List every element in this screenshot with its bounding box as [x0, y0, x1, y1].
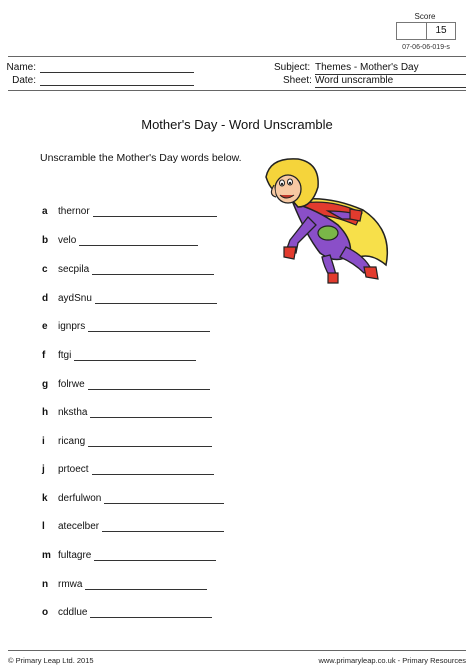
scrambled-word: prtoect [58, 464, 89, 475]
footer-rule [8, 650, 466, 651]
answer-line[interactable] [102, 521, 224, 532]
header-rule [8, 90, 466, 91]
item-letter: d [42, 293, 49, 304]
scrambled-word: ricang [58, 436, 86, 447]
score-box [396, 22, 456, 40]
list-item [42, 461, 214, 475]
answer-line[interactable] [92, 264, 214, 275]
item-letter: m [42, 550, 51, 561]
list-item [42, 232, 198, 246]
list-item [42, 347, 196, 361]
list-item [42, 261, 214, 275]
scrambled-word: cddlue [58, 607, 88, 618]
item-letter: g [42, 379, 49, 390]
item-letter: a [42, 206, 48, 217]
answer-line[interactable] [94, 550, 216, 561]
score-value: 15 [435, 25, 447, 36]
scrambled-word: secpila [58, 264, 90, 275]
top-rule [8, 56, 466, 57]
answer-line[interactable] [85, 579, 207, 590]
scrambled-word: aydSnu [58, 293, 92, 304]
scrambled-word: velo [58, 235, 77, 246]
item-letter: i [42, 436, 45, 447]
scrambled-word: rmwa [58, 579, 83, 590]
list-item [42, 576, 207, 590]
list-item [42, 547, 216, 561]
item-letter: k [42, 493, 48, 504]
scrambled-word: derfulwon [58, 493, 102, 504]
scrambled-word: ftgi [58, 350, 72, 361]
date-label: Date: [12, 75, 36, 86]
scrambled-word: atecelber [58, 521, 100, 532]
list-item [42, 203, 217, 217]
footer-copyright: © Primary Leap Ltd. 2015 [8, 656, 94, 665]
name-label: Name: [6, 62, 36, 73]
item-letter: b [42, 235, 49, 246]
answer-line[interactable] [88, 436, 212, 447]
list-item [42, 518, 224, 532]
answer-line[interactable] [93, 206, 217, 217]
sheet-label: Sheet: [283, 75, 312, 86]
item-letter: j [42, 464, 45, 475]
item-letter: o [42, 607, 49, 618]
item-letter: h [42, 407, 49, 418]
scrambled-word: fultagre [58, 550, 92, 561]
answer-line[interactable] [88, 379, 210, 390]
scrambled-word: folrwe [58, 379, 85, 390]
answer-line[interactable] [95, 293, 217, 304]
scrambled-word: ignprs [58, 321, 86, 332]
page-title: Mother's Day - Word Unscramble [141, 117, 333, 132]
list-item [42, 290, 217, 304]
list-item [42, 433, 212, 447]
item-letter: f [42, 350, 46, 361]
answer-line[interactable] [79, 235, 198, 246]
subject-value: Themes - Mother's Day [315, 62, 466, 75]
name-field[interactable] [40, 62, 194, 73]
answer-line[interactable] [74, 350, 196, 361]
item-letter: n [42, 579, 49, 590]
answer-line[interactable] [90, 607, 212, 618]
list-item [42, 404, 212, 418]
answer-line[interactable] [90, 407, 212, 418]
footer-website[interactable]: www.primaryleap.co.uk - Primary Resources [318, 656, 466, 665]
instructions: Unscramble the Mother's Day words below. [40, 152, 242, 164]
item-letter: l [42, 521, 45, 532]
answer-line[interactable] [104, 493, 224, 504]
scrambled-word: thernor [58, 206, 90, 217]
list-item [42, 318, 210, 332]
scrambled-word: nkstha [58, 407, 88, 418]
item-letter: e [42, 321, 48, 332]
date-field[interactable] [40, 75, 194, 86]
answer-line[interactable] [92, 464, 214, 475]
worksheet-code: 07-06-06-019-s [402, 44, 450, 51]
subject-label: Subject: [274, 62, 311, 73]
superhero-mother-illustration [258, 155, 398, 285]
score-label: Score [414, 12, 436, 21]
sheet-value: Word unscramble [315, 75, 466, 88]
list-item [42, 490, 224, 504]
answer-line[interactable] [88, 321, 210, 332]
score-empty-cell [397, 23, 427, 39]
list-item [42, 604, 212, 618]
item-letter: c [42, 264, 48, 275]
list-item [42, 376, 210, 390]
